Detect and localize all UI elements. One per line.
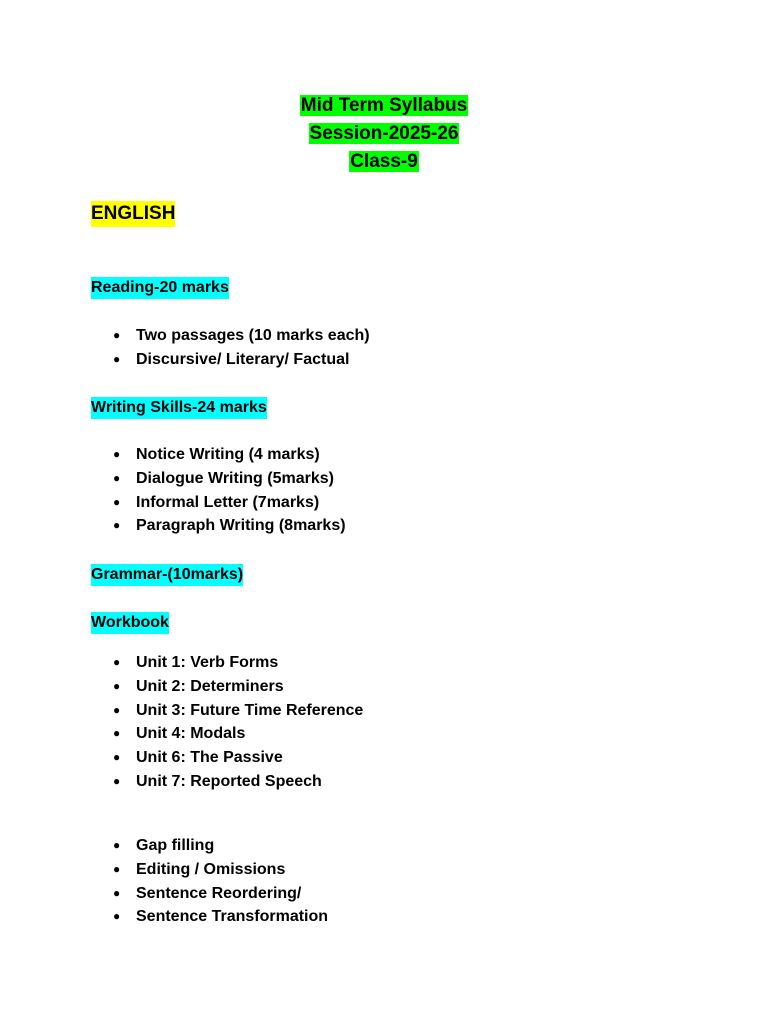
- list-item: [0, 746, 363, 770]
- bullet-icon: ●: [113, 447, 121, 461]
- bullet-icon: ●: [113, 861, 121, 876]
- list-item: [0, 651, 363, 675]
- list-item-text: Unit 2: Determiners: [136, 677, 284, 695]
- title-session: Session-2025-26: [309, 123, 459, 144]
- title-block: [0, 92, 768, 176]
- title-main: Mid Term Syllabus: [300, 95, 468, 116]
- bullet-icon: ●: [113, 702, 121, 717]
- grammar-topics-list: [0, 834, 328, 929]
- section-heading-reading: Reading-20 marks: [91, 277, 229, 299]
- list-item-text: Editing / Omissions: [136, 860, 286, 878]
- section-heading-workbook: Workbook: [91, 612, 169, 634]
- bullet-icon: ●: [113, 328, 121, 342]
- list-item-text: Notice Writing (4 marks): [136, 446, 320, 463]
- bullet-icon: ●: [113, 909, 121, 924]
- list-item: [0, 858, 328, 882]
- list-item: [0, 882, 328, 906]
- bullet-icon: ●: [113, 885, 121, 900]
- bullet-icon: ●: [113, 655, 121, 669]
- bullet-icon: ●: [113, 773, 121, 788]
- list-item: [0, 834, 328, 858]
- list-item: [0, 467, 346, 491]
- list-item-text: Unit 1: Verb Forms: [136, 654, 279, 671]
- list-item: [0, 675, 363, 699]
- workbook-list: [0, 651, 363, 794]
- bullet-icon: ●: [113, 518, 121, 533]
- reading-list: [0, 324, 370, 372]
- list-item-text: Sentence Transformation: [136, 908, 329, 926]
- bullet-icon: ●: [113, 351, 121, 366]
- bullet-icon: ●: [113, 750, 121, 765]
- subject-heading: ENGLISH: [91, 201, 175, 227]
- list-item: [0, 491, 346, 515]
- list-item-text: Two passages (10 marks each): [136, 327, 370, 344]
- list-item: [0, 348, 370, 372]
- list-item-text: Discursive/ Literary/ Factual: [136, 350, 350, 368]
- list-item: [0, 443, 346, 467]
- list-item-text: Informal Letter (7marks): [136, 493, 320, 511]
- list-item-text: Sentence Reordering/: [136, 884, 302, 902]
- list-item-text: Unit 3: Future Time Reference: [136, 701, 364, 719]
- list-item-text: Unit 7: Reported Speech: [136, 772, 322, 790]
- title-class: Class-9: [350, 151, 418, 172]
- section-heading-grammar: Grammar-(10marks): [91, 564, 243, 586]
- writing-list: [0, 443, 346, 538]
- list-item-text: Dialogue Writing (5marks): [136, 469, 334, 487]
- list-item-text: Paragraph Writing (8marks): [136, 517, 346, 535]
- section-heading-writing: Writing Skills-24 marks: [91, 397, 267, 419]
- bullet-icon: ●: [113, 726, 121, 741]
- list-item: [0, 699, 363, 723]
- list-item: [0, 514, 346, 538]
- bullet-icon: ●: [113, 470, 121, 485]
- list-item: [0, 905, 328, 929]
- bullet-icon: ●: [113, 494, 121, 509]
- list-item-text: Unit 4: Modals: [136, 725, 246, 743]
- list-item-text: Unit 6: The Passive: [136, 749, 283, 767]
- list-item: [0, 770, 363, 794]
- list-item-text: Gap filling: [136, 837, 215, 854]
- bullet-icon: ●: [113, 838, 121, 852]
- list-item: [0, 324, 370, 348]
- list-item: [0, 722, 363, 746]
- bullet-icon: ●: [113, 678, 121, 693]
